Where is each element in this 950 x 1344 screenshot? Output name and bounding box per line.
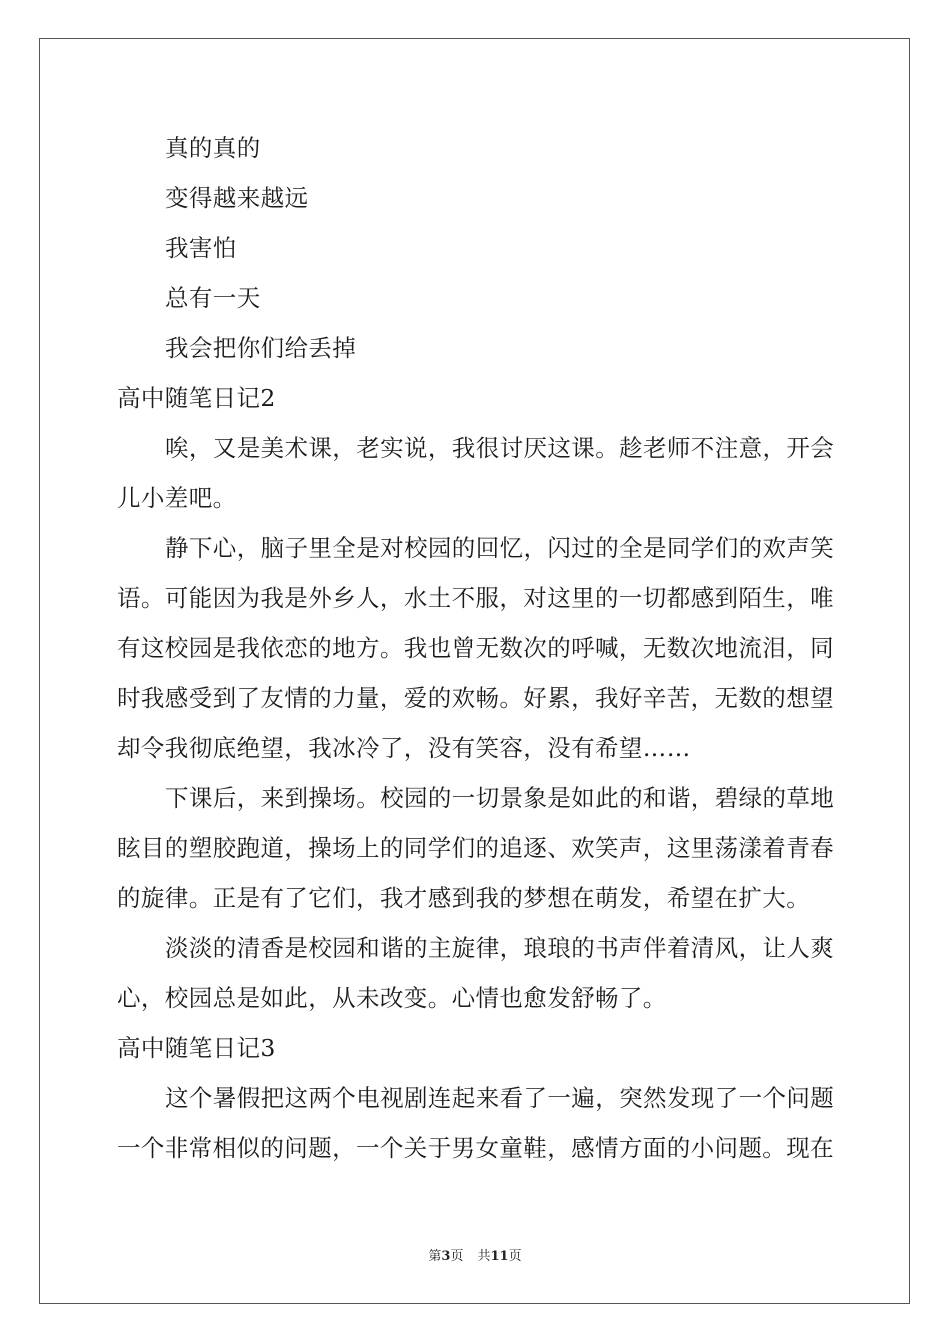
section-heading: 高中随笔日记2 [117, 384, 276, 412]
page-current: 3 [441, 1249, 451, 1264]
paragraph-line: 儿小差吧。 [117, 484, 237, 512]
section-heading: 高中随笔日记3 [117, 1034, 276, 1062]
paragraph-line: 语。可能因为我是外乡人，水土不服，对这里的一切都感到陌生，唯 [117, 584, 834, 612]
paragraph-line: 下课后，来到操场。校园的一切景象是如此的和谐，碧绿的草地 [165, 784, 835, 812]
paragraph-line: 心，校园总是如此，从未改变。心情也愈发舒畅了。 [117, 984, 667, 1012]
paragraph-line: 静下心，脑子里全是对校园的回忆，闪过的全是同学们的欢声笑 [165, 534, 835, 562]
page-footer [0, 1248, 950, 1266]
poem-line: 真的真的 [165, 134, 261, 162]
total-suffix: 页 [508, 1249, 522, 1264]
paragraph-line: 的旋律。正是有了它们，我才感到我的梦想在萌发，希望在扩大。 [117, 884, 811, 912]
page-suffix: 页 [450, 1249, 464, 1264]
poem-line: 总有一天 [165, 284, 261, 312]
total-prefix: 共 [477, 1249, 491, 1264]
page-prefix: 第 [428, 1249, 442, 1264]
paragraph-line: 一个非常相似的问题，一个关于男女童鞋，感情方面的小问题。现在 [117, 1134, 834, 1162]
poem-line: 我害怕 [165, 234, 237, 262]
paragraph-line: 这个暑假把这两个电视剧连起来看了一遍，突然发现了一个问题 [165, 1084, 835, 1112]
page-frame [39, 38, 910, 1304]
paragraph-line: 有这校园是我依恋的地方。我也曾无数次的呼喊，无数次地流泪，同 [117, 634, 834, 662]
paragraph-line: 时我感受到了友情的力量，爱的欢畅。好累，我好辛苦，无数的想望 [117, 684, 834, 712]
poem-line: 我会把你们给丢掉 [165, 334, 357, 362]
paragraph-line: 眩目的塑胶跑道，操场上的同学们的追逐、欢笑声，这里荡漾着青春 [117, 834, 834, 862]
page-total: 11 [490, 1249, 509, 1264]
paragraph-line: 淡淡的清香是校园和谐的主旋律，琅琅的书声伴着清风，让人爽 [165, 934, 835, 962]
paragraph-line: 却令我彻底绝望，我冰冷了，没有笑容，没有希望…… [117, 734, 691, 762]
paragraph-line: 唉，又是美术课，老实说，我很讨厌这课。趁老师不注意，开会 [165, 434, 835, 462]
poem-line: 变得越来越远 [165, 184, 309, 212]
